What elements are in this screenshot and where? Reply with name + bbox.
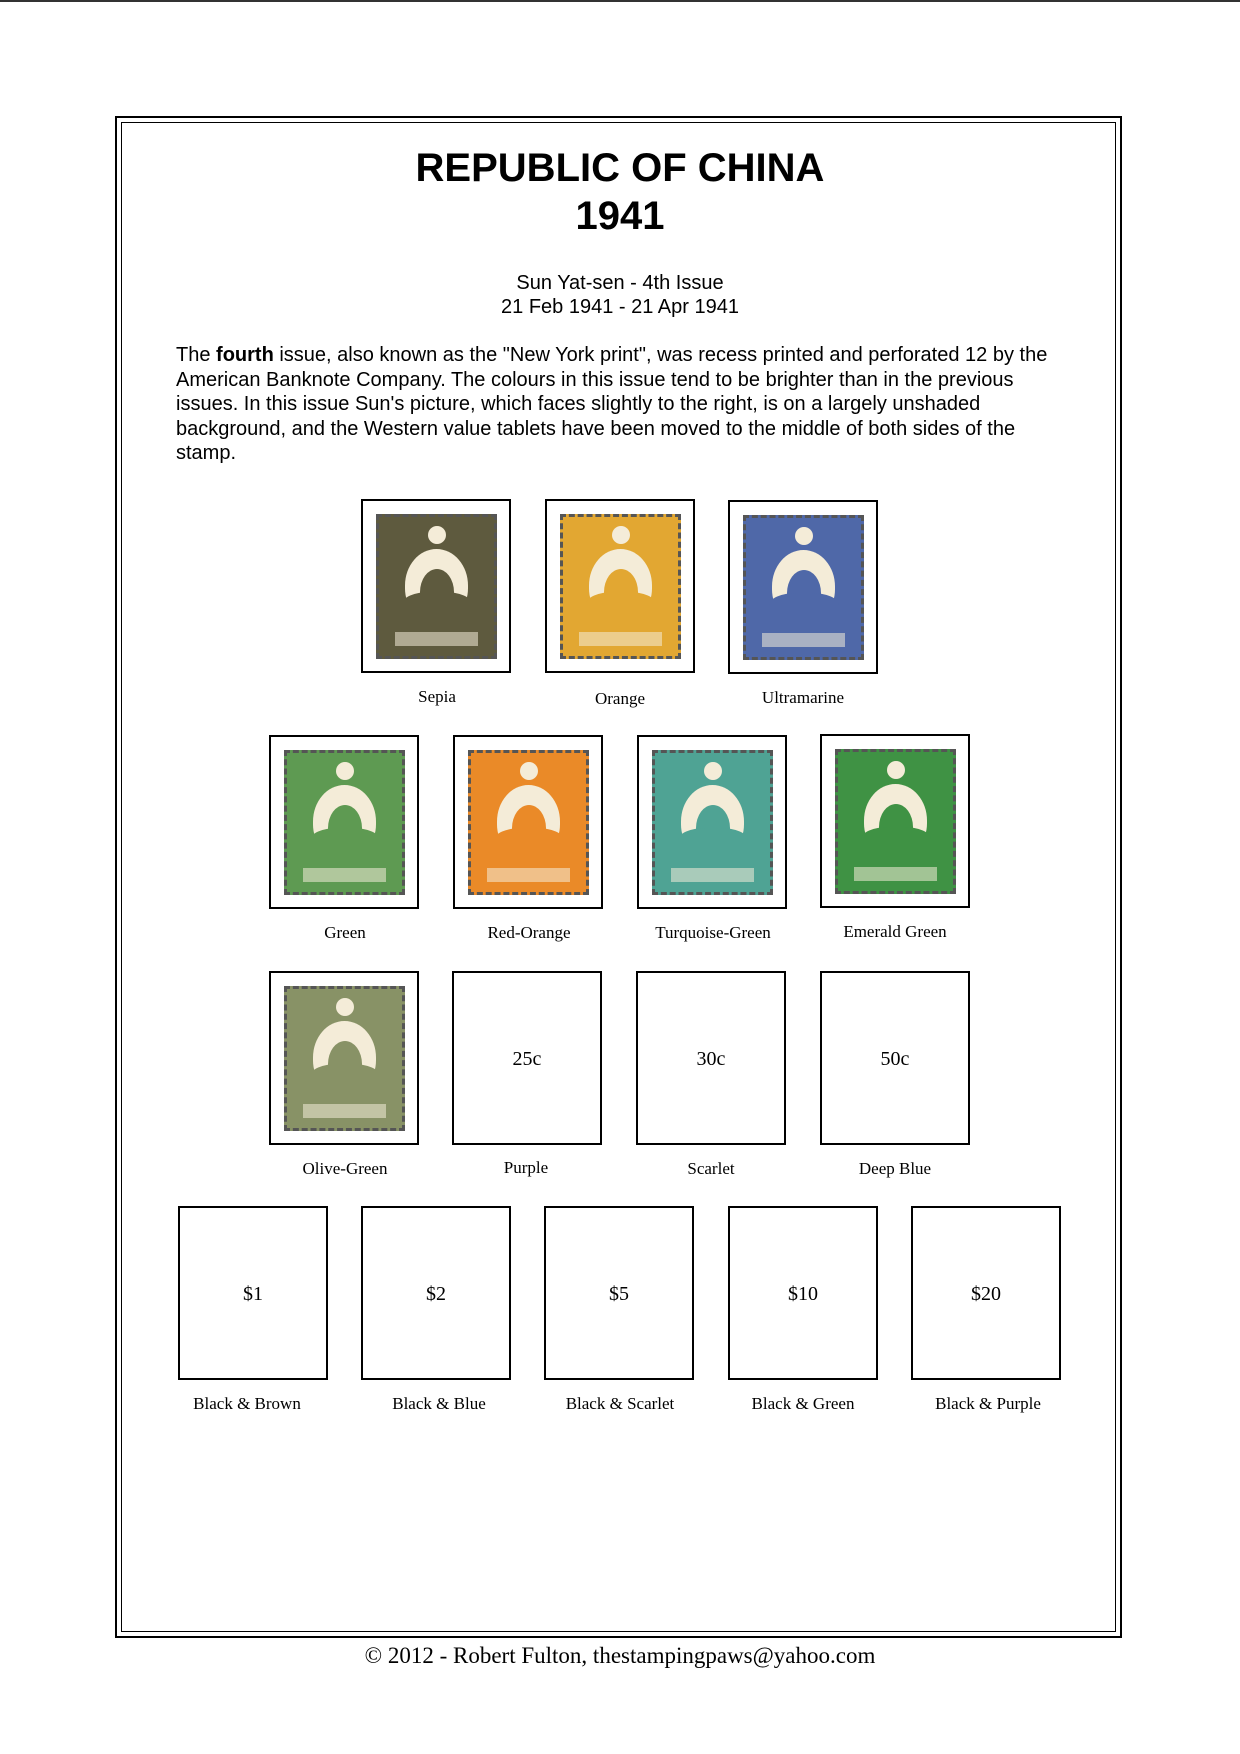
stamp-caption: Red-Orange (487, 923, 571, 942)
stamp-slot[interactable] (636, 971, 786, 1145)
stamp-image (468, 750, 589, 895)
issue-name: Sun Yat-sen - 4th Issue (516, 272, 724, 294)
stamp-caption: Black & Brown (193, 1394, 301, 1413)
stamp-image (743, 515, 864, 660)
stamp-caption: Emerald Green (843, 922, 947, 941)
stamp-image (560, 514, 681, 659)
stamp-caption: Black & Green (751, 1394, 855, 1413)
top-rule (0, 0, 1240, 2)
stamp-slot[interactable] (728, 1206, 878, 1380)
stamp-caption: Green (324, 923, 366, 942)
stamp-image (835, 749, 956, 894)
description-emphasis: fourth (216, 344, 274, 366)
stamp-value: $10 (788, 1283, 818, 1305)
stamp-image (284, 986, 405, 1131)
copyright-footer: © 2012 - Robert Fulton, thestampingpaws@yahoo.com (364, 1643, 876, 1668)
stamp-value: 25c (512, 1048, 542, 1070)
stamp-caption: Orange (594, 689, 646, 708)
stamp-slot[interactable] (820, 971, 970, 1145)
stamp-slot[interactable] (361, 499, 511, 673)
stamp-caption: Ultramarine (761, 688, 845, 707)
stamp-caption: Purple (503, 1158, 549, 1177)
stamp-caption: Black & Scarlet (565, 1394, 675, 1413)
stamp-slot[interactable] (269, 971, 419, 1145)
stamp-slot[interactable] (178, 1206, 328, 1380)
stamp-slot[interactable] (728, 500, 878, 674)
stamp-image (652, 750, 773, 895)
stamp-slot[interactable] (453, 735, 603, 909)
description-body: issue, also known as the "New York print", was recess printed and perforated 12 by the American Banknote Company. The colours in this issue tend to be brighter than in the previous issues. In this issue Sun's picture, which faces slightly to the right, is on a largely unshaded background, and the Western value tablets have been moved to the middle of both sides of the stamp. (176, 344, 1048, 464)
stamp-image (284, 750, 405, 895)
stamp-caption: Sepia (418, 687, 456, 706)
stamp-caption: Black & Purple (935, 1394, 1041, 1413)
stamp-slot[interactable] (545, 499, 695, 673)
stamp-caption: Black & Blue (392, 1394, 486, 1413)
page-year: 1941 (575, 194, 665, 238)
stamp-slot[interactable] (269, 735, 419, 909)
stamp-caption: Olive-Green (302, 1159, 388, 1178)
stamp-value: $1 (243, 1283, 263, 1305)
stamp-caption: Deep Blue (858, 1159, 932, 1178)
issue-description (176, 343, 1076, 466)
stamp-value: 30c (696, 1048, 726, 1070)
stamp-value: $20 (971, 1283, 1001, 1305)
stamp-slot[interactable] (452, 971, 602, 1145)
description-intro: The (176, 344, 217, 366)
stamp-slot[interactable] (820, 734, 970, 908)
stamp-image (376, 514, 497, 659)
issue-dates: 21 Feb 1941 - 21 Apr 1941 (501, 296, 739, 318)
stamp-value: $5 (609, 1283, 629, 1305)
page-title: REPUBLIC OF CHINA (415, 146, 825, 190)
stamp-slot[interactable] (637, 735, 787, 909)
stamp-value: $2 (426, 1283, 446, 1305)
stamp-slot[interactable] (911, 1206, 1061, 1380)
stamp-slot[interactable] (361, 1206, 511, 1380)
stamp-caption: Scarlet (687, 1159, 735, 1178)
stamp-caption: Turquoise-Green (655, 923, 771, 942)
stamp-value: 50c (880, 1048, 910, 1070)
stamp-slot[interactable] (544, 1206, 694, 1380)
